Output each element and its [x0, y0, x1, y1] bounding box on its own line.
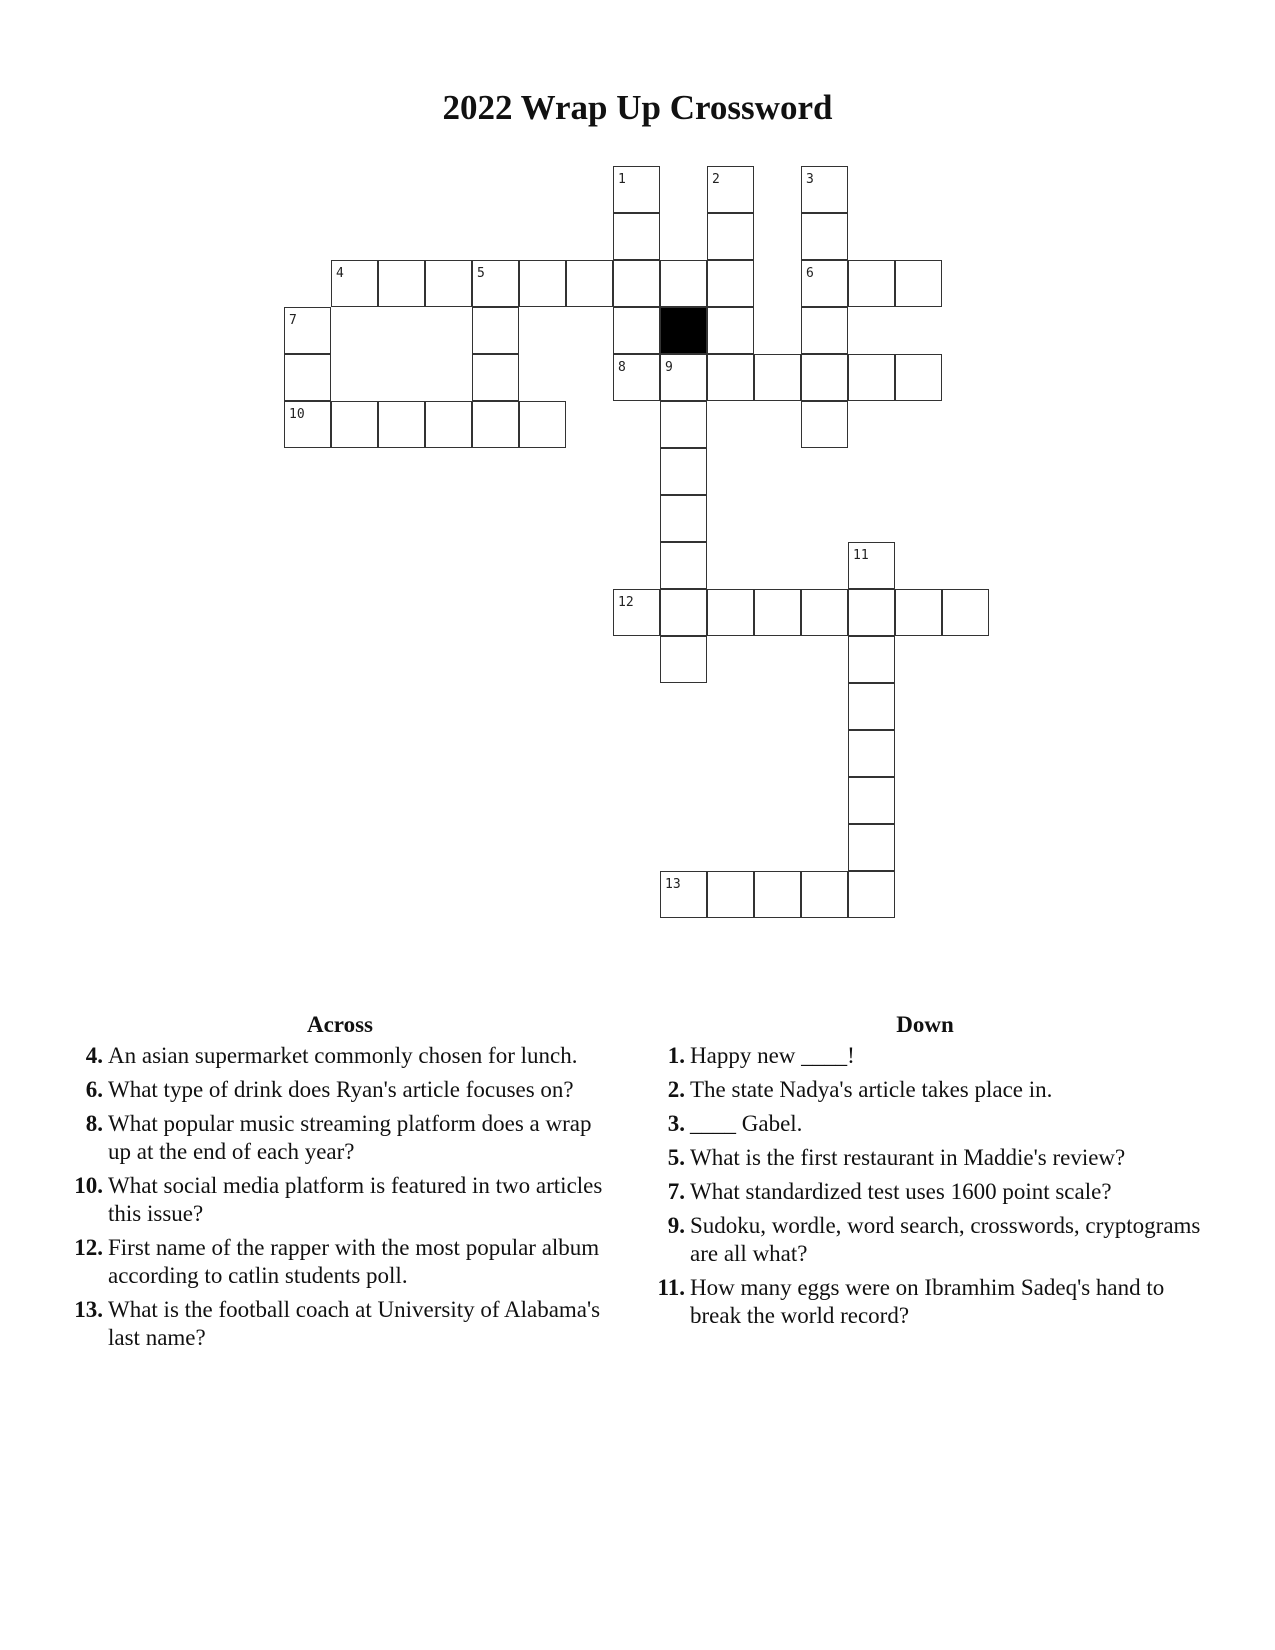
down-clues-section	[645, 1012, 1205, 1336]
across-clues-section	[60, 1012, 620, 1358]
crossword-cell[interactable]	[801, 260, 848, 307]
crossword-cell[interactable]	[425, 260, 472, 307]
crossword-cell[interactable]	[660, 589, 707, 636]
crossword-cell[interactable]	[707, 166, 754, 213]
down-clue	[645, 1178, 1205, 1206]
clue-number: 2.	[667, 1077, 685, 1102]
crossword-cell[interactable]	[942, 589, 989, 636]
crossword-cell[interactable]	[660, 542, 707, 589]
crossword-cell[interactable]	[660, 871, 707, 918]
down-clue	[645, 1076, 1205, 1104]
cell-number: 3	[806, 172, 814, 187]
cell-number: 13	[665, 877, 681, 892]
crossword-cell[interactable]	[801, 871, 848, 918]
cell-number: 1	[618, 172, 626, 187]
crossword-cell[interactable]	[801, 166, 848, 213]
crossword-cell[interactable]	[660, 495, 707, 542]
down-clue	[645, 1274, 1205, 1330]
crossword-cell[interactable]	[895, 354, 942, 401]
crossword-cell[interactable]	[848, 260, 895, 307]
cell-number: 9	[665, 360, 673, 375]
crossword-cell[interactable]	[331, 401, 378, 448]
clue-number: 5.	[667, 1145, 685, 1170]
clue-number: 12.	[74, 1235, 103, 1260]
clue-number: 10.	[74, 1173, 103, 1198]
clue-text: What popular music streaming platform does a wrap up at the end of each year?	[108, 1111, 592, 1164]
clue-number: 13.	[74, 1297, 103, 1322]
down-clue-list	[645, 1042, 1205, 1330]
crossword-cell[interactable]	[801, 307, 848, 354]
clue-text: What type of drink does Ryan's article focuses on?	[108, 1077, 574, 1102]
crossword-cell[interactable]	[519, 401, 566, 448]
crossword-cell[interactable]	[472, 307, 519, 354]
crossword-cell[interactable]	[754, 871, 801, 918]
crossword-cell[interactable]	[895, 260, 942, 307]
crossword-cell[interactable]	[848, 636, 895, 683]
across-clue	[60, 1234, 620, 1290]
crossword-cell[interactable]	[754, 589, 801, 636]
clue-text: An asian supermarket commonly chosen for lunch.	[108, 1043, 578, 1068]
crossword-cell[interactable]	[331, 260, 378, 307]
clue-number: 1.	[667, 1043, 685, 1068]
crossword-cell[interactable]	[660, 448, 707, 495]
crossword-cell[interactable]	[613, 354, 660, 401]
crossword-cell[interactable]	[613, 307, 660, 354]
across-clue	[60, 1172, 620, 1228]
crossword-cell[interactable]	[284, 401, 331, 448]
crossword-cell[interactable]	[801, 401, 848, 448]
clue-text: Happy new ____!	[690, 1043, 855, 1068]
clue-number: 7.	[667, 1179, 685, 1204]
down-clue	[645, 1110, 1205, 1138]
clue-text: Sudoku, wordle, word search, crosswords, cryptograms are all what?	[690, 1213, 1201, 1266]
crossword-cell[interactable]	[613, 589, 660, 636]
down-clue	[645, 1212, 1205, 1268]
crossword-cell[interactable]	[754, 354, 801, 401]
crossword-cell[interactable]	[566, 260, 613, 307]
crossword-cell[interactable]	[848, 730, 895, 777]
cell-number: 7	[289, 313, 297, 328]
crossword-cell[interactable]	[472, 260, 519, 307]
crossword-cell[interactable]	[707, 260, 754, 307]
across-clue	[60, 1076, 620, 1104]
crossword-cell[interactable]	[848, 777, 895, 824]
crossword-cell[interactable]	[425, 401, 472, 448]
clue-text: What is the first restaurant in Maddie's review?	[690, 1145, 1126, 1170]
crossword-cell[interactable]	[801, 354, 848, 401]
clue-text: What standardized test uses 1600 point scale?	[690, 1179, 1112, 1204]
cell-number: 8	[618, 360, 626, 375]
clue-number: 6.	[85, 1077, 103, 1102]
clue-text: First name of the rapper with the most popular album according to catlin students poll.	[108, 1235, 600, 1288]
crossword-cell[interactable]	[707, 354, 754, 401]
crossword-cell[interactable]	[707, 589, 754, 636]
crossword-cell[interactable]	[613, 260, 660, 307]
crossword-cell[interactable]	[848, 871, 895, 918]
crossword-cell[interactable]	[848, 589, 895, 636]
clue-text: What is the football coach at University of Alabama's last name?	[108, 1297, 601, 1350]
clue-text: How many eggs were on Ibramhim Sadeq's hand to break the world record?	[690, 1275, 1165, 1328]
clue-text: ____ Gabel.	[690, 1111, 803, 1136]
clue-number: 4.	[85, 1043, 103, 1068]
crossword-cell[interactable]	[848, 354, 895, 401]
crossword-cell[interactable]	[660, 354, 707, 401]
across-heading: Across	[306, 1012, 373, 1037]
clue-text: What social media platform is featured in two articles this issue?	[108, 1173, 603, 1226]
across-clue	[60, 1296, 620, 1352]
crossword-cell[interactable]	[660, 260, 707, 307]
cell-number: 12	[618, 595, 634, 610]
crossword-cell[interactable]	[378, 260, 425, 307]
crossword-cell[interactable]	[848, 824, 895, 871]
cell-number: 11	[853, 548, 869, 563]
crossword-cell[interactable]	[613, 166, 660, 213]
crossword-cell[interactable]	[707, 213, 754, 260]
crossword-cell[interactable]	[848, 542, 895, 589]
down-heading: Down	[896, 1012, 954, 1037]
across-clue	[60, 1110, 620, 1166]
crossword-black-cell	[660, 307, 707, 354]
down-clue	[645, 1042, 1205, 1070]
clue-number: 3.	[667, 1111, 685, 1136]
crossword-cell[interactable]	[801, 213, 848, 260]
crossword-cell[interactable]	[378, 401, 425, 448]
crossword-cell[interactable]	[707, 871, 754, 918]
cell-number: 2	[712, 172, 720, 187]
across-clue	[60, 1042, 620, 1070]
crossword-cell[interactable]	[284, 307, 331, 354]
crossword-cell[interactable]	[660, 401, 707, 448]
crossword-cell[interactable]	[613, 213, 660, 260]
crossword-cell[interactable]	[472, 401, 519, 448]
clue-text: The state Nadya's article takes place in.	[690, 1077, 1053, 1102]
clue-number: 9.	[667, 1213, 685, 1238]
across-clue-list	[60, 1042, 620, 1352]
crossword-cell[interactable]	[895, 589, 942, 636]
crossword-cell[interactable]	[707, 307, 754, 354]
clue-number: 11.	[657, 1275, 685, 1300]
clue-number: 8.	[85, 1111, 103, 1136]
crossword-cell[interactable]	[519, 260, 566, 307]
crossword-cell[interactable]	[801, 589, 848, 636]
cell-number: 4	[336, 266, 344, 281]
crossword-cell[interactable]	[848, 683, 895, 730]
cell-number: 5	[477, 266, 485, 281]
cell-number: 6	[806, 266, 814, 281]
cell-number: 10	[289, 407, 305, 422]
crossword-cell[interactable]	[284, 354, 331, 401]
crossword-cell[interactable]	[472, 354, 519, 401]
crossword-cell[interactable]	[660, 636, 707, 683]
down-clue	[645, 1144, 1205, 1172]
page-title: 2022 Wrap Up Crossword	[442, 88, 833, 127]
